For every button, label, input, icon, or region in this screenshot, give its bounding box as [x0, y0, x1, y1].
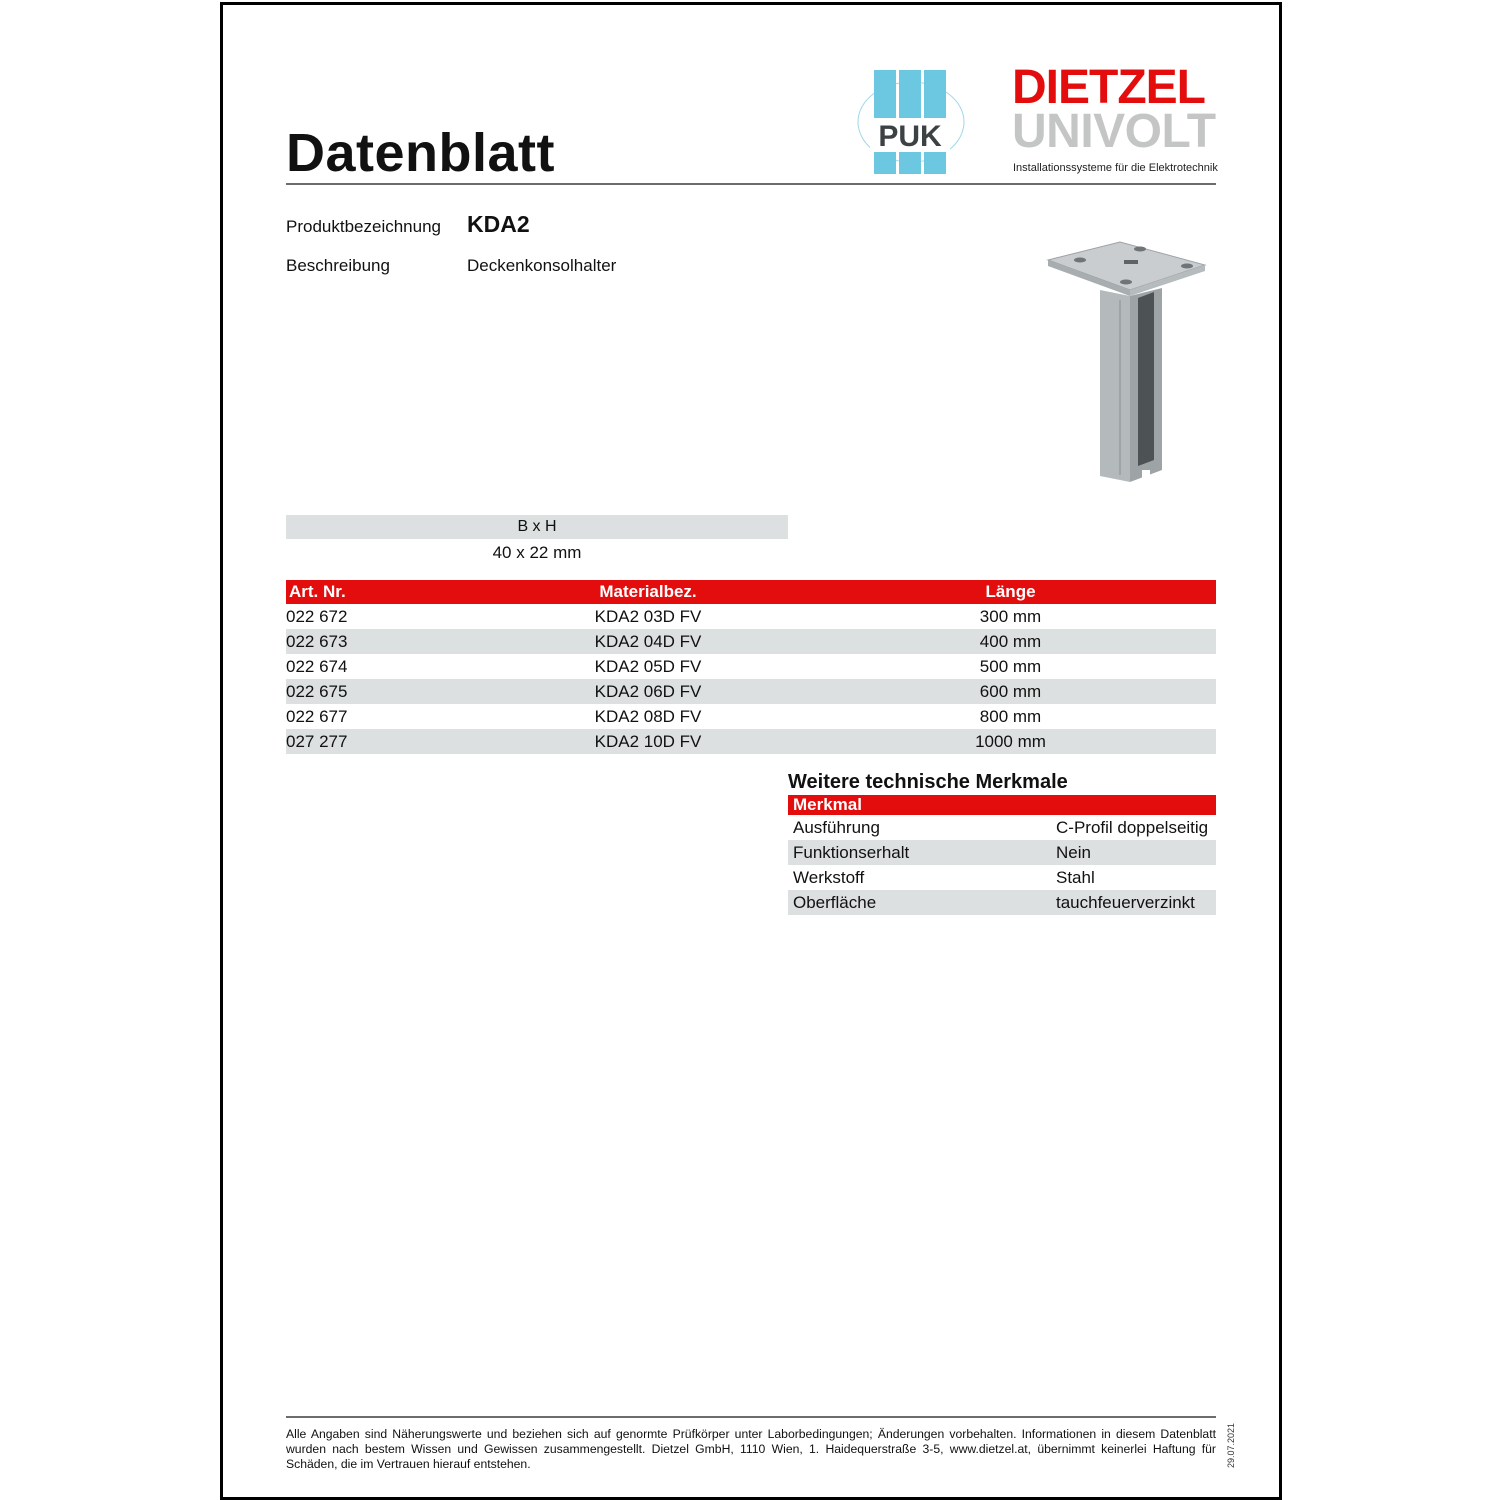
- brand-tagline: Installationssysteme für die Elektrotechnik: [1013, 162, 1218, 174]
- dimension-value: 40 x 22 mm: [492, 543, 582, 562]
- article-table: [286, 580, 1216, 754]
- length-cell: 500 mm: [979, 657, 1042, 676]
- header-divider: [286, 183, 1216, 185]
- column-laenge: Länge: [805, 580, 1216, 604]
- column-merkmal: Merkmal: [788, 795, 1216, 815]
- description-label: Beschreibung: [286, 256, 390, 275]
- feature-row: [788, 890, 1216, 915]
- dietzel-logo-text: DIETZEL: [1012, 61, 1205, 114]
- material-cell: KDA2 10D FV: [491, 729, 805, 754]
- feature-value: Nein: [1056, 840, 1216, 865]
- dimension-header: B x H: [286, 515, 788, 539]
- art-nr-cell: 022 675: [286, 679, 491, 704]
- table-row: [286, 654, 1216, 679]
- column-art-nr: Art. Nr.: [286, 580, 491, 604]
- product-name-label: Produktbezeichnung: [286, 217, 442, 236]
- footer-divider: [286, 1416, 1216, 1418]
- table-row: [286, 604, 1216, 629]
- feature-name: Ausführung: [793, 818, 880, 837]
- feature-row: [788, 815, 1216, 840]
- feature-row: [788, 865, 1216, 890]
- art-nr-cell: 022 672: [286, 607, 348, 626]
- feature-value: Stahl: [1056, 868, 1095, 887]
- feature-row: [788, 840, 1216, 865]
- feature-name: Oberfläche: [788, 890, 1056, 915]
- article-table-header: [286, 580, 1216, 604]
- page-title: Datenblatt: [286, 123, 556, 183]
- puk-logo-icon: [856, 68, 966, 176]
- feature-name: Werkstoff: [793, 868, 865, 887]
- features-title: Weitere technische Merkmale: [788, 771, 1068, 793]
- length-cell: 300 mm: [979, 607, 1042, 626]
- footer-line-1: Alle Angaben sind Näherungswerte und beziehen sich auf genormte Prüfkörper unter Laborbedingungen; Änderungen vorbehalten. Informationen in diesem Datenblatt: [286, 1427, 1216, 1441]
- material-cell: KDA2 03D FV: [594, 607, 702, 626]
- length-cell: 800 mm: [979, 707, 1042, 726]
- product-name-value: KDA2: [467, 211, 530, 237]
- univolt-logo-text: UNIVOLT: [1012, 105, 1216, 158]
- feature-name: Funktionserhalt: [788, 840, 1056, 865]
- features-table-header: [788, 795, 1216, 815]
- feature-value: C-Profil doppelseitig: [1056, 818, 1209, 837]
- table-row: [286, 704, 1216, 729]
- description-value: Deckenkonsolhalter: [467, 256, 617, 275]
- feature-value: tauchfeuerverzinkt: [1056, 890, 1216, 915]
- art-nr-cell: 027 277: [286, 729, 491, 754]
- length-cell: 400 mm: [805, 629, 1216, 654]
- ceiling-bracket-image-icon: [1030, 220, 1220, 495]
- table-row: [286, 629, 1216, 654]
- length-cell: 600 mm: [805, 679, 1216, 704]
- material-cell: KDA2 05D FV: [594, 657, 702, 676]
- material-cell: KDA2 04D FV: [491, 629, 805, 654]
- material-cell: KDA2 08D FV: [594, 707, 702, 726]
- material-cell: KDA2 06D FV: [491, 679, 805, 704]
- length-cell: 1000 mm: [805, 729, 1216, 754]
- footer-disclaimer: [286, 1427, 1216, 1472]
- art-nr-cell: 022 674: [286, 657, 348, 676]
- svg-text:PUK: PUK: [878, 120, 942, 153]
- document-date: 29.07.2021: [1226, 1422, 1236, 1468]
- table-row: [286, 729, 1216, 754]
- art-nr-cell: 022 673: [286, 629, 491, 654]
- features-table: [788, 795, 1216, 915]
- footer-line-2: wurden nach bestem Wissen und Gewissen zusammengestellt. Dietzel GmbH, 1110 Wien, 1. Haidequerstraße 3-5, www.dietzel.at, übernimmt keinerlei Haftung für: [286, 1442, 1216, 1456]
- art-nr-cell: 022 677: [286, 707, 348, 726]
- table-row: [286, 679, 1216, 704]
- footer-line-3: Schäden, die im Vertrauen hierauf entstehen.: [286, 1457, 531, 1471]
- column-materialbez: Materialbez.: [491, 580, 805, 604]
